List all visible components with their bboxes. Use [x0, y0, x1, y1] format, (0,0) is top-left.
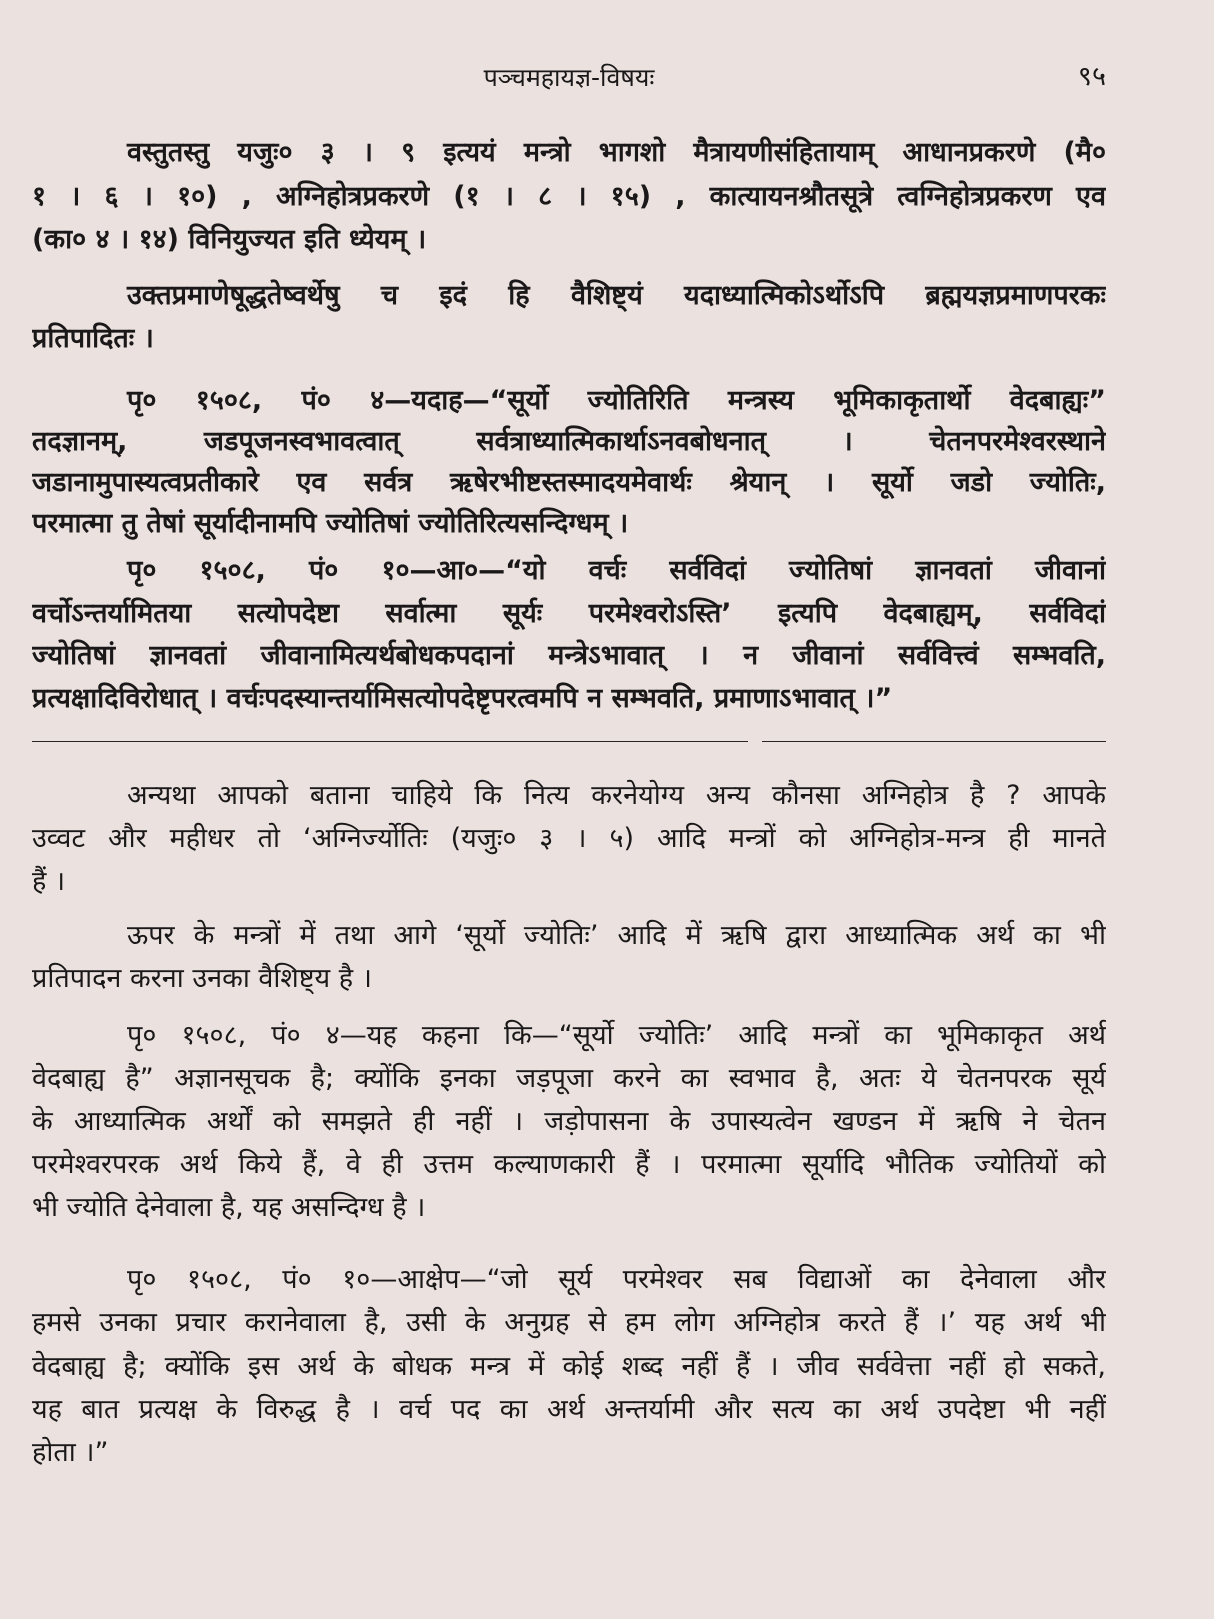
text-line: उक्तप्रमाणेषूद्धतेष्वर्थेषु च इदं हि वैशिष्ट्यं यदाध्यात्मिकोऽर्थोऽपि ब्रह्मयज्ञप्रमाणपरकः: [127, 280, 1106, 311]
sanskrit-paragraph-1: [32, 131, 1106, 262]
text-line: वस्तुतस्तु यजुः० ३ । ९ इत्ययं मन्त्रो भागशो मैत्रायणीसंहितायाम् आधानप्रकरणे (मै०: [127, 137, 1106, 168]
text-line: अन्यथा आपको बताना चाहिये कि नित्य करनेयोग्य अन्य कौनसा अग्निहोत्र है ? आपके: [127, 780, 1106, 811]
text-line: प्रतिपादितः ।: [32, 323, 154, 354]
sanskrit-paragraph-3: [32, 380, 1106, 544]
text-line: हैं ।: [32, 866, 66, 897]
text-line: जडानामुपास्यत्वप्रतीकारे एव सर्वत्र ऋषेरभीष्टस्तस्मादयमेवार्थः श्रेयान् । सूर्यो जडो ज्योतिः,: [32, 467, 1106, 498]
sanskrit-paragraph-2: [32, 274, 1106, 360]
text-line: तदज्ञानम्, जडपूजनस्वभावत्वात् सर्वत्राध्यात्मिकार्थाऽनवबोधनात् । चेतनपरमेश्वरस्थाने: [32, 426, 1106, 457]
hindi-paragraph-4: [32, 1258, 1106, 1474]
text-line: परमेश्वरपरक अर्थ किये हैं, वे ही उत्तम कल्याणकारी हैं । परमात्मा सूर्यादि भौतिक ज्योतियों को: [32, 1149, 1106, 1180]
text-line: भी ज्योति देनेवाला है, यह असन्दिग्ध है ।: [32, 1192, 426, 1223]
text-line: ऊपर के मन्त्रों में तथा आगे ‘सूर्यो ज्योतिः’ आदि में ऋषि द्वारा आध्यात्मिक अर्थ का भी: [127, 920, 1106, 951]
text-line: यह बात प्रत्यक्ष के विरुद्ध है । वर्च पद का अर्थ अन्तर्यामी और सत्य का अर्थ उपदेष्टा भी नहीं: [32, 1393, 1106, 1425]
text-line: हमसे उनका प्रचार करानेवाला है, उसी के अनुग्रह से हम लोग अग्निहोत्र करते हैं ।’ यह अर्थ भी: [32, 1307, 1106, 1339]
text-line: (का० ४ । १४) विनियुज्यत इति ध्येयम् ।: [32, 224, 427, 255]
text-line: ज्योतिषां ज्ञानवतां जीवानामित्यर्थबोधकपदानां मन्त्रेऽभावात् । न जीवानां सर्ववित्त्वं सम्भवति,: [32, 640, 1106, 671]
text-line: वेदबाह्य है” अज्ञानसूचक है; क्योंकि इनका जड़पूजा करने का स्वभाव है, अतः ये चेतनपरक सूर्य: [32, 1063, 1106, 1094]
separator-rule-left: [32, 741, 748, 742]
page-number: ९५: [1077, 61, 1106, 92]
text-line: होता ।”: [32, 1437, 109, 1469]
text-line: पृ० १५०८, पं० ४—यदाह—“सूर्यो ज्योतिरिति मन्त्रस्य भूमिकाकृतार्थो वेदबाह्यः”: [127, 385, 1106, 416]
text-line: पृ० १५०८, पं० ४—यह कहना कि—“सूर्यो ज्योतिः’ आदि मन्त्रों का भूमिकाकृत अर्थ: [127, 1020, 1106, 1051]
text-line: उव्वट और महीधर तो ‘अग्निर्ज्योतिः (यजुः० ३ । ५) आदि मन्त्रों को अग्निहोत्र-मन्त्र ही मानते: [32, 823, 1106, 854]
text-line: के आध्यात्मिक अर्थों को समझते ही नहीं । जड़ोपासना के उपास्यत्वेन खण्डन में ऋषि ने चेतन: [32, 1106, 1106, 1137]
text-line: प्रतिपादन करना उनका वैशिष्ट्य है ।: [32, 963, 372, 994]
sanskrit-paragraph-4: [32, 550, 1106, 720]
hindi-paragraph-2: [32, 914, 1106, 1000]
text-line: वर्चोऽन्तर्यामितया सत्योपदेष्टा सर्वात्मा सूर्यः परमेश्वरोऽस्ति’ इत्यपि वेदबाह्यम्, सर्वविदां: [32, 597, 1106, 629]
hindi-paragraph-3: [32, 1014, 1106, 1229]
text-line: वेदबाह्य है; क्योंकि इस अर्थ के बोधक मन्त्र में कोई शब्द नहीं हैं । जीव सर्ववेत्ता नहीं हो सकते,: [32, 1350, 1106, 1382]
text-line: प्रत्यक्षादिविरोधात् । वर्चःपदस्यान्तर्यामिसत्योपदेष्टृपरत्वमपि न सम्भवति, प्रमाणाऽभावात् ।”: [32, 682, 893, 714]
text-line: पृ० १५०८, पं० १०—आ०—“यो वर्चः सर्वविदां ज्योतिषां ज्ञानवतां जीवानां: [127, 555, 1106, 586]
hindi-paragraph-1: [32, 774, 1106, 903]
separator-rule-right: [762, 741, 1106, 742]
running-header-title: पञ्चमहायज्ञ-विषयः: [483, 63, 655, 92]
text-line: पृ० १५०८, पं० १०—आक्षेप—“जो सूर्य परमेश्वर सब विद्याओं का देनेवाला और: [127, 1264, 1106, 1295]
text-line: परमात्मा तु तेषां सूर्यादीनामपि ज्योतिषां ज्योतिरित्यसन्दिग्धम् ।: [32, 508, 629, 539]
text-line: १ । ६ । १०) , अग्निहोत्रप्रकरणे (१ । ८ । १५) , कात्यायनश्रौतसूत्रे त्वग्निहोत्रप्रकरण एव: [32, 180, 1106, 212]
